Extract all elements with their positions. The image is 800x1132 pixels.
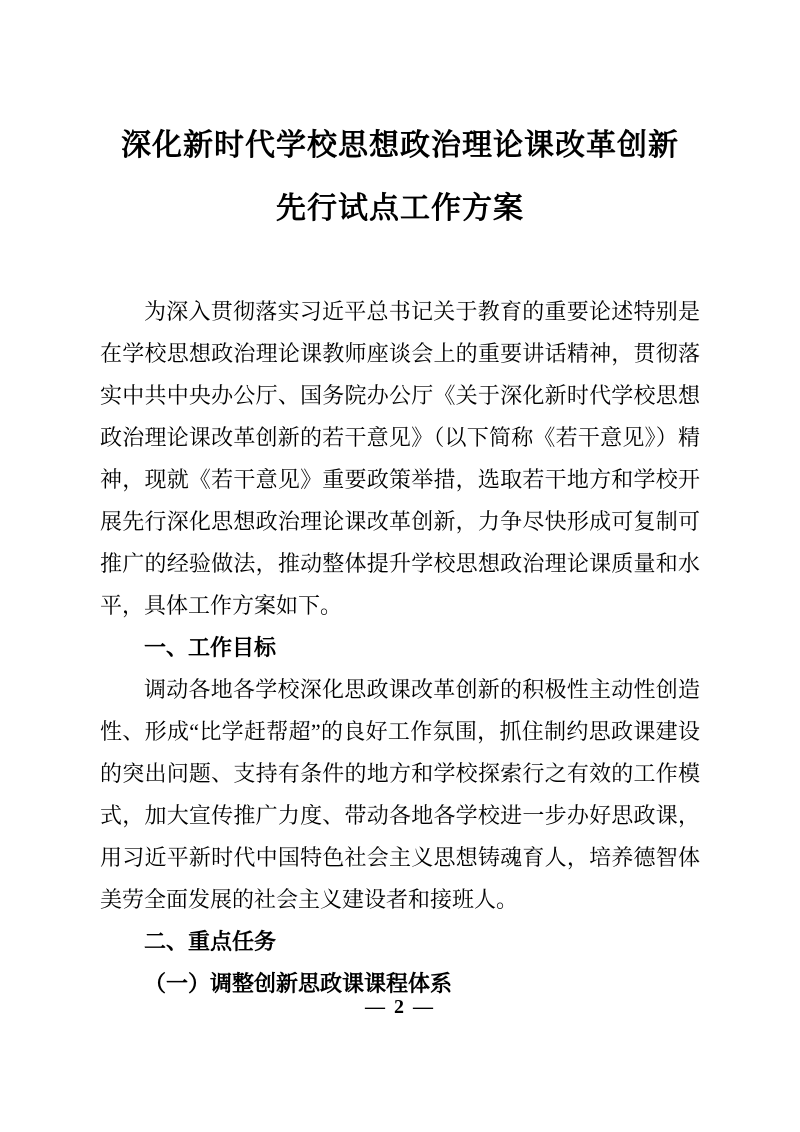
paragraph-work-goals: 调动各地各学校深化思政课改革创新的积极性主动性创造性、形成“比学赶帮超”的良好工作氛围，抓住制约思政课建设的突出问题、支持有条件的地方和学校探索行之有效的工作模式，加大宣传推广力度、带动各地各学校进一步办好思政课，用习近平新时代中国特色社会主义思想铸魂育人，培养德智体美劳全面发展的社会主义建设者和接班人。 bbox=[100, 677, 701, 912]
document-title-line-1: 深化新时代学校思想政治理论课改革创新 bbox=[121, 129, 679, 162]
document-body bbox=[100, 291, 700, 1005]
section-heading-key-tasks: 二、重点任务 bbox=[144, 929, 277, 954]
section-heading-work-goals: 一、工作目标 bbox=[144, 635, 277, 660]
subsection-heading-curriculum-system: （一）调整创新思政课课程体系 bbox=[144, 971, 453, 996]
page-number: — 2 — bbox=[365, 996, 435, 1018]
paragraph-intro: 为深入贯彻落实习近平总书记关于教育的重要论述特别是在学校思想政治理论课教师座谈会上的重要讲话精神，贯彻落实中共中央办公厅、国务院办公厅《关于深化新时代学校思想政治理论课改革创新的若干意见》（以下简称《若干意见》）精神，现就《若干意见》重要政策举措，选取若干地方和学校开展先行深化思想政治理论课改革创新，力争尽快形成可复制可推广的经验做法，推动整体提升学校思想政治理论课质量和水平，具体工作方案如下。 bbox=[100, 299, 700, 618]
document-title-line-2: 先行试点工作方案 bbox=[276, 192, 524, 225]
